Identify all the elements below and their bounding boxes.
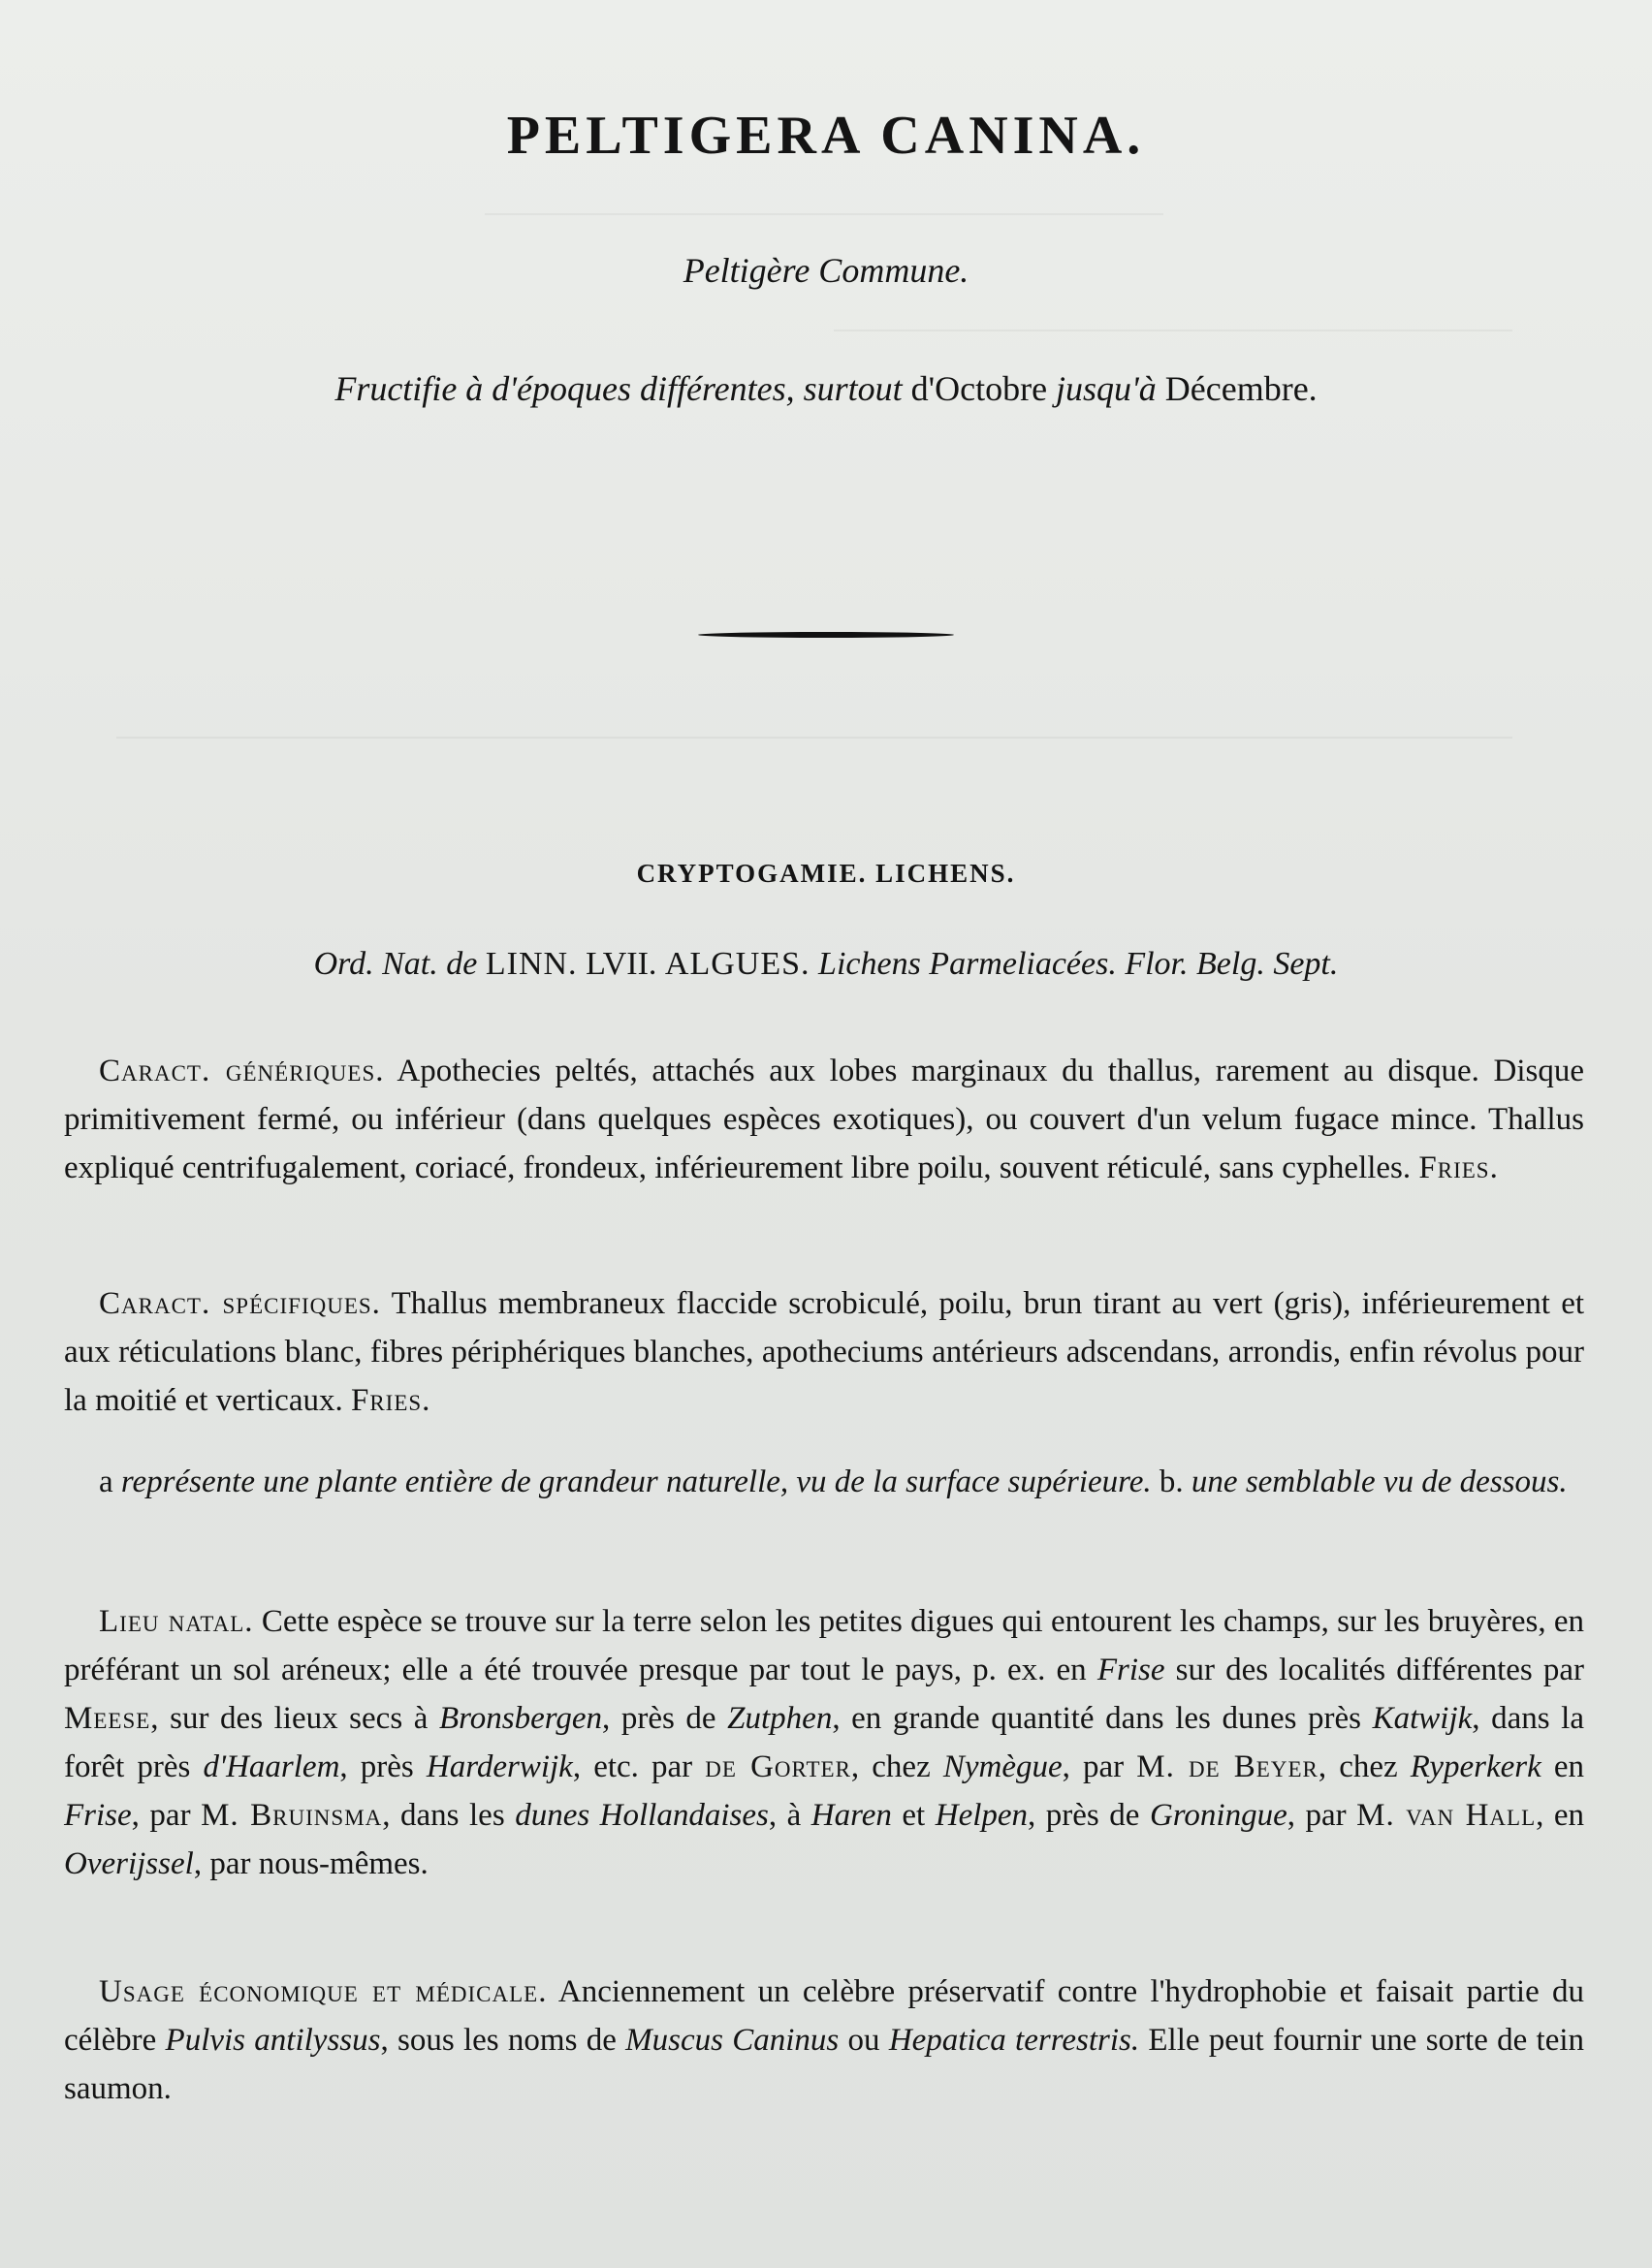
caract-generiques-label: Caract. génériques. bbox=[99, 1054, 385, 1088]
figure-a-text: représente une plante entière de grandeur naturelle, vu de la surface supérieure. bbox=[120, 1465, 1152, 1499]
collector-name: M. Bruinsma bbox=[201, 1798, 383, 1833]
classification-heading: CRYPTOGAMIE. LICHENS. bbox=[636, 859, 1016, 888]
place-name: Harderwijk bbox=[426, 1749, 573, 1784]
order-prefix: Ord. Nat. de bbox=[313, 946, 478, 982]
lieu-text: , chez bbox=[1318, 1749, 1398, 1784]
lieu-natal-label: Lieu natal. bbox=[99, 1604, 254, 1639]
fructification-text: Fructifie à d'époques différentes, surtout bbox=[334, 369, 903, 408]
caract-generiques-paragraph bbox=[64, 1047, 1584, 1192]
place-name: Ryperkerk bbox=[1410, 1749, 1541, 1784]
bleed-through-line bbox=[116, 698, 1512, 739]
lieu-text: , par nous-mêmes. bbox=[193, 1846, 429, 1881]
collector-name: M. van Hall bbox=[1356, 1798, 1537, 1833]
place-name: Groningue bbox=[1149, 1798, 1287, 1833]
lieu-text: , etc. par bbox=[572, 1749, 693, 1784]
divider-rule bbox=[698, 632, 954, 638]
collector-name: de Gorter bbox=[705, 1749, 851, 1784]
caract-specifiques-author: Fries. bbox=[350, 1383, 431, 1418]
fructification-line bbox=[0, 368, 1652, 409]
lieu-text: , par bbox=[1287, 1798, 1347, 1833]
page-title: PELTIGERA CANINA. bbox=[506, 106, 1146, 166]
bleed-through-line bbox=[485, 174, 1163, 215]
lieu-text: , dans les bbox=[382, 1798, 505, 1833]
lieu-text: , près de bbox=[1028, 1798, 1140, 1833]
usage-text: ou bbox=[847, 2023, 880, 2058]
lieu-text: sur des localités différentes par bbox=[1175, 1653, 1585, 1687]
place-name: Katwijk bbox=[1372, 1701, 1473, 1736]
figure-b-mark: b. bbox=[1159, 1465, 1184, 1499]
caract-generiques-author: Fries. bbox=[1418, 1150, 1499, 1185]
usage-text: Anciennement un celèbre préservatif contre l'hydrophobie et faisait partie du célèbre bbox=[64, 1974, 1584, 2058]
fructification-month-start: d'Octobre bbox=[910, 369, 1048, 408]
page-subtitle: Peltigère Commune. bbox=[683, 251, 969, 290]
order-number: LVII. bbox=[586, 946, 657, 982]
lieu-text: , en grande quantité dans les dunes près bbox=[832, 1701, 1361, 1736]
place-name: Overijssel bbox=[64, 1846, 194, 1881]
place-name: d'Haarlem bbox=[203, 1749, 340, 1784]
caract-specifiques-paragraph bbox=[64, 1279, 1584, 1425]
place-name: Frise bbox=[64, 1798, 132, 1833]
collector-name: M. de Beyer bbox=[1136, 1749, 1318, 1784]
lieu-text: , en bbox=[1536, 1798, 1585, 1833]
place-name: Helpen bbox=[935, 1798, 1029, 1833]
caract-specifiques-text: Thallus membraneux flaccide scrobiculé, poilu, brun tirant au vert (gris), inférieurement et aux réticulations blanc, fibres périphériques blanches, apotheciums antérieurs adscendans, arrondis, enfin révolus pour la moitié et verticaux. bbox=[64, 1286, 1585, 1418]
lieu-text: et bbox=[902, 1798, 926, 1833]
collector-name: Meese bbox=[64, 1701, 151, 1736]
classification-order bbox=[0, 946, 1652, 983]
figure-legend bbox=[64, 1458, 1584, 1506]
remedy-name: Hepatica terrestris. bbox=[888, 2023, 1140, 2058]
fructification-month-end: Décembre. bbox=[1164, 369, 1318, 408]
order-suffix: Lichens Parmeliacées. Flor. Belg. Sept. bbox=[818, 946, 1339, 982]
figure-b-text: une semblable vu de dessous. bbox=[1191, 1465, 1568, 1499]
place-name: Nymègue bbox=[942, 1749, 1063, 1784]
caract-specifiques-label: Caract. spécifiques. bbox=[99, 1286, 381, 1321]
place-name: Haren bbox=[810, 1798, 892, 1833]
lieu-text: , à bbox=[768, 1798, 802, 1833]
usage-paragraph bbox=[64, 1968, 1584, 2113]
lieu-text: , dans la forêt près bbox=[64, 1701, 1585, 1784]
caract-generiques-text: Apothecies peltés, attachés aux lobes marginaux du thallus, rarement au disque. Disque primitivement fermé, ou inférieur (dans quelques espèces exotiques), ou couvert d'un velum fugace mince. Thallus expliqué centrifugalement, coriacé, frondeux, inférieurement libre poilu, souvent réticulé, sans cyphelles. bbox=[64, 1054, 1585, 1185]
lieu-text: , sur des lieux secs à bbox=[150, 1701, 429, 1736]
lieu-text: Cette espèce se trouve sur la terre selon les petites digues qui entourent les champs, sur les bruyères, en préférant un sol aréneux; elle a été trouvée presque par tout le pays, p. ex. en bbox=[64, 1604, 1585, 1687]
order-algues: ALGUES. bbox=[664, 946, 810, 982]
place-name: Zutphen bbox=[727, 1701, 833, 1736]
usage-text: Elle peut fournir une sorte de tein saumon. bbox=[64, 2023, 1585, 2106]
lieu-text: , près de bbox=[602, 1701, 716, 1736]
lieu-text: , près bbox=[339, 1749, 414, 1784]
place-name: Frise bbox=[1096, 1653, 1165, 1687]
lieu-text: , chez bbox=[850, 1749, 931, 1784]
place-name: dunes Hollandaises bbox=[515, 1798, 769, 1833]
remedy-name: Muscus Caninus bbox=[625, 2023, 840, 2058]
remedy-name: Pulvis antilyssus bbox=[165, 2023, 381, 2058]
usage-text: , sous les noms de bbox=[380, 2023, 617, 2058]
lieu-text: , par bbox=[131, 1798, 191, 1833]
figure-a-mark: a bbox=[99, 1465, 113, 1499]
lieu-text: , par bbox=[1062, 1749, 1125, 1784]
lieu-natal-paragraph bbox=[64, 1597, 1584, 1888]
fructification-until: jusqu'à bbox=[1056, 369, 1157, 408]
lieu-text: en bbox=[1553, 1749, 1585, 1784]
usage-label: Usage économique et médicale. bbox=[99, 1974, 548, 2009]
place-name: Bronsbergen bbox=[438, 1701, 603, 1736]
bleed-through-line bbox=[834, 291, 1512, 331]
order-linn: LINN. bbox=[485, 946, 578, 982]
